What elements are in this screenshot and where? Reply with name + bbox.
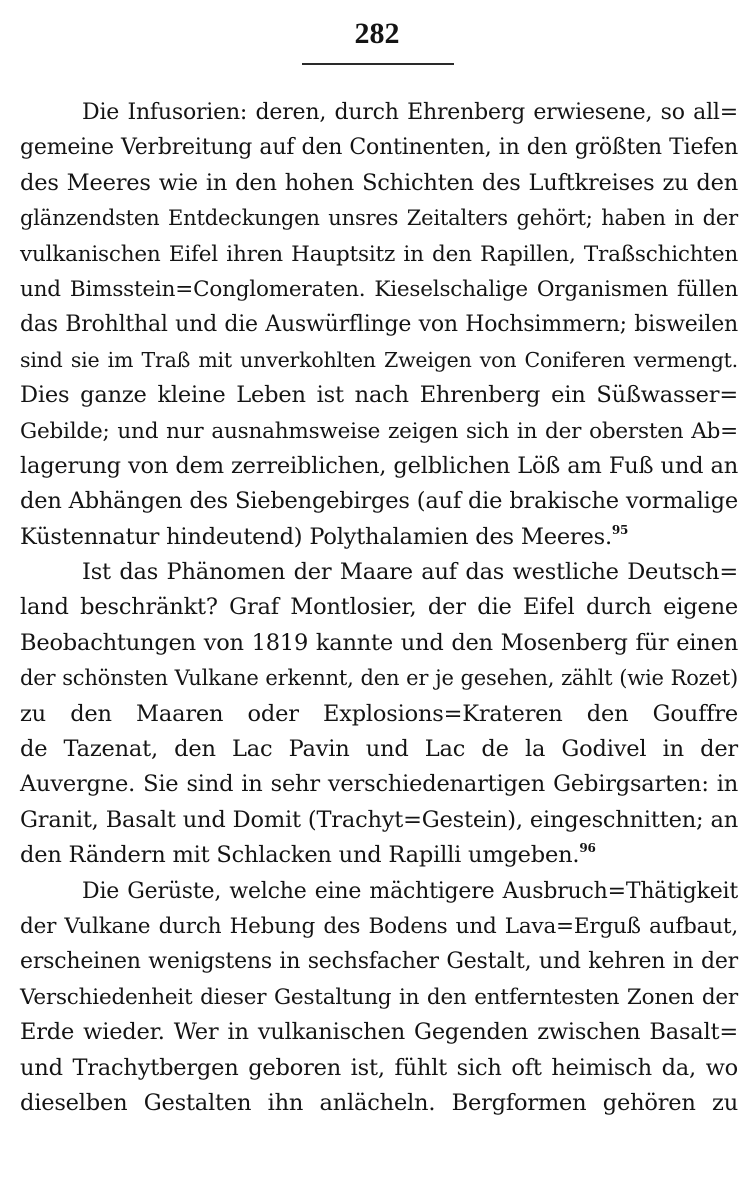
text-line: Dies ganze kleine Leben ist nach Ehrenberg ein Süßwasser= (20, 382, 738, 409)
text-line: und Bimsstein=Conglomeraten. Kieselschalige Organismen füllen (20, 276, 738, 302)
text-line: der Vulkane durch Hebung des Bodens und Lava=Erguß aufbaut, (20, 913, 738, 939)
text-line: Die Infusorien: deren, durch Ehrenberg erwiesene, so all= (82, 100, 738, 125)
text-line: und Trachytbergen geboren ist, fühlt sich oft heimisch da, wo (20, 1054, 738, 1081)
text-line: de Tazenat, den Lac Pavin und Lac de la Godivel in der (20, 736, 738, 763)
text-line: das Brohlthal und die Auswürflinge von Hochsimmern; bisweilen (20, 312, 738, 338)
text-line: der schönsten Vulkane erkennt, den er je gesehen, zählt (wie Rozet) (20, 666, 738, 691)
text-line-content: den Rändern mit Schlacken und Rapilli umgeben. (20, 842, 580, 869)
body-text (20, 95, 738, 1121)
text-line: sind sie im Traß mit unverkohlten Zweigen von Coniferen vermengt. (20, 347, 738, 372)
paragraph-maare (20, 555, 738, 874)
page-number: 282 (354, 17, 400, 50)
text-line-content: Küstennatur hindeutend) Polythalamien des Meeres. (20, 523, 612, 550)
text-line: dieselben Gestalten ihn anlächeln. Bergformen gehören zu (20, 1089, 738, 1116)
text-line: glänzendsten Entdeckungen unsres Zeitalters gehört; haben in der (20, 206, 738, 231)
text-line-last (20, 520, 738, 555)
footnote-marker[interactable]: 96 (579, 841, 596, 856)
paragraph-infusorien (20, 95, 738, 555)
header-rule (302, 63, 454, 65)
paragraph-gerueste (20, 874, 738, 1122)
text-line: des Meeres wie in den hohen Schichten des Luftkreises zu den (20, 169, 738, 196)
footnote-marker[interactable]: 95 (611, 522, 629, 537)
text-line: lagerung von dem zerreiblichen, gelblichen Löß am Fuß und an (20, 452, 738, 479)
text-line: zu den Maaren oder Explosions=Krateren den Gouffre (20, 700, 738, 727)
text-line: Granit, Basalt und Domit (Trachyt=Gestein), eingeschnitten; an (20, 806, 738, 833)
text-line: gemeine Verbreitung auf den Continenten, in den größten Tiefen (20, 135, 738, 161)
text-line-last (20, 838, 738, 873)
text-line: Auvergne. Sie sind in sehr verschiedenartigen Gebirgsarten: in (20, 771, 738, 798)
text-line: vulkanischen Eifel ihren Hauptsitz in den Rapillen, Traßschichten (20, 241, 738, 267)
text-line: Beobachtungen von 1819 kannte und den Mosenberg für einen (20, 629, 738, 656)
text-line: Die Gerüste, welche eine mächtigere Ausbruch=Thätigkeit (82, 878, 738, 904)
text-line: erscheinen wenigstens in sechsfacher Gestalt, und kehren in der (20, 949, 738, 975)
text-line: Ist das Phänomen der Maare auf das westliche Deutsch= (82, 559, 738, 586)
text-line: den Abhängen des Siebengebirges (auf die brakische vormalige (20, 488, 738, 515)
text-line: Erde wieder. Wer in vulkanischen Gegenden zwischen Basalt= (20, 1019, 738, 1046)
text-line: land beschränkt? Graf Montlosier, der die Eifel durch eigene (20, 594, 738, 621)
text-line: Gebilde; und nur ausnahmsweise zeigen sich in der obersten Ab= (20, 418, 738, 444)
text-line: Verschiedenheit dieser Gestaltung in den entferntesten Zonen der (20, 984, 738, 1010)
